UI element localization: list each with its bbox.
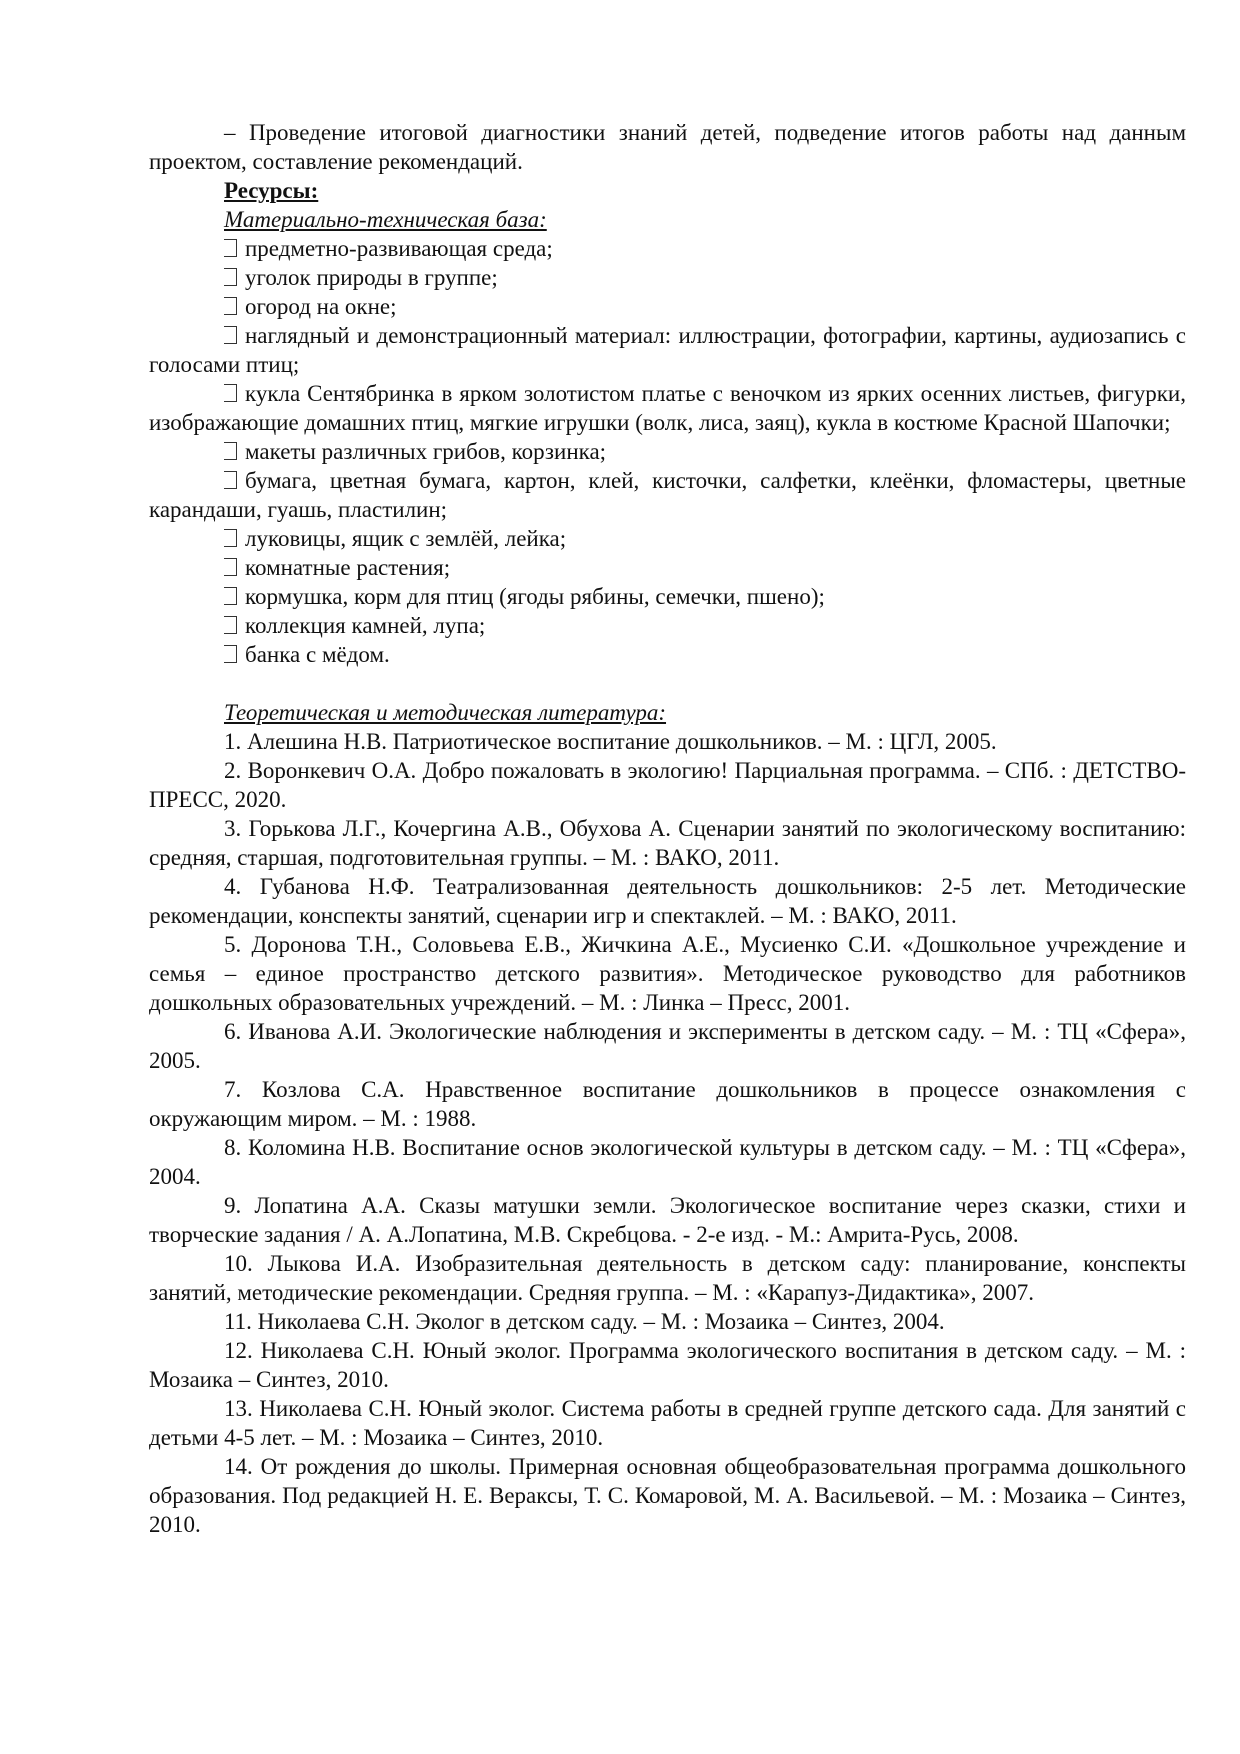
literature-entry: 1. Алешина Н.В. Патриотическое воспитание дошкольников. – М. : ЦГЛ, 2005. [224, 729, 997, 754]
intro-paragraph: – Проведение итоговой диагностики знаний детей, подведение итогов работы над данным проектом, составление рекомендаций. [149, 120, 1186, 174]
literature-entry: 4. Губанова Н.Ф. Театрализованная деятельность дошкольников: 2-5 лет. Методические рекомендации, конспекты занятий, сценарии игр и спектаклей. – М. : ВАКО, 2011. [149, 874, 1186, 928]
literature-entry: 14. От рождения до школы. Примерная основная общеобразовательная программа дошкольного образования. Под редакцией Н. Е. Вераксы, Т. С. Комаровой, М. А. Васильевой. – М. : Мозаика – Синтез, 2010. [149, 1454, 1186, 1537]
document-page [149, 118, 1186, 1539]
list-item-text: банка с мёдом. [245, 642, 390, 667]
bullet-icon [224, 326, 237, 344]
literature-entry: 8. Коломина Н.В. Воспитание основ экологической культуры в детском саду. – М. : ТЦ «Сфера», 2004. [149, 1135, 1186, 1189]
literature-entry: 6. Иванова А.И. Экологические наблюдения и эксперименты в детском саду. – М. : ТЦ «Сфера», 2005. [149, 1019, 1186, 1073]
literature-list [149, 727, 1186, 1539]
bullet-icon [224, 297, 237, 315]
literature-entry: 12. Николаева С.Н. Юный эколог. Программа экологического воспитания в детском саду. – М. : Мозаика – Синтез, 2010. [149, 1338, 1186, 1392]
bullet-icon [224, 529, 237, 547]
section-spacer [149, 669, 1186, 698]
list-item [149, 466, 1186, 524]
list-item-text: огород на окне; [245, 294, 397, 319]
list-item [149, 553, 1186, 582]
list-item-text: уголок природы в группе; [245, 265, 498, 290]
bullet-icon [224, 558, 237, 576]
literature-entry: 9. Лопатина А.А. Сказы матушки земли. Экологическое воспитание через сказки, стихи и творческие задания / А. А.Лопатина, М.В. Скребцова. - 2-е изд. - М.: Амрита-Русь, 2008. [149, 1193, 1186, 1247]
resources-heading: Ресурсы: [224, 178, 319, 203]
list-item [149, 263, 1186, 292]
list-item [149, 582, 1186, 611]
list-item [149, 611, 1186, 640]
list-item-text: макеты различных грибов, корзинка; [245, 439, 607, 464]
list-item-text: бумага, цветная бумага, картон, клей, кисточки, салфетки, клеёнки, фломастеры, цветные карандаши, гуашь, пластилин; [149, 468, 1186, 522]
list-item [149, 321, 1186, 379]
bullet-icon [224, 268, 237, 286]
list-item-text: кормушка, корм для птиц (ягоды рябины, семечки, пшено); [245, 584, 825, 609]
bullet-icon [224, 645, 237, 663]
list-item-text: комнатные растения; [245, 555, 451, 580]
list-item-text: коллекция камней, лупа; [245, 613, 486, 638]
literature-entry: 11. Николаева С.Н. Эколог в детском саду. – М. : Мозаика – Синтез, 2004. [224, 1309, 945, 1334]
list-item [149, 234, 1186, 263]
bullet-icon [224, 616, 237, 634]
literature-entry: 2. Воронкевич О.А. Добро пожаловать в экологию! Парциальная программа. – СПб. : ДЕТСТВО-ПРЕСС, 2020. [149, 758, 1186, 812]
literature-entry: 5. Доронова Т.Н., Соловьева Е.В., Жичкина А.Е., Мусиенко С.И. «Дошкольное учреждение и семья – единое пространство детского развития». Методическое руководство для работников дошкольных образовательных учреждений. – М. : Линка – Пресс, 2001. [149, 932, 1186, 1015]
bullet-icon [224, 587, 237, 605]
list-item-text: предметно-развивающая среда; [245, 236, 553, 261]
bullet-icon [224, 442, 237, 460]
literature-entry: 13. Николаева С.Н. Юный эколог. Система работы в средней группе детского сада. Для занятий с детьми 4-5 лет. – М. : Мозаика – Синтез, 2010. [149, 1396, 1186, 1450]
literature-heading: Теоретическая и методическая литература: [224, 700, 667, 725]
list-item [149, 524, 1186, 553]
material-heading: Материально-техническая база: [224, 207, 547, 232]
literature-entry: 10. Лыкова И.А. Изобразительная деятельность в детском саду: планирование, конспекты занятий, методические рекомендации. Средняя группа. – М. : «Карапуз-Дидактика», 2007. [149, 1251, 1186, 1305]
bullet-icon [224, 239, 237, 257]
material-list [149, 234, 1186, 669]
literature-entry: 7. Козлова С.А. Нравственное воспитание дошкольников в процессе ознакомления с окружающим миром. – М. : 1988. [149, 1077, 1186, 1131]
list-item [149, 437, 1186, 466]
bullet-icon [224, 471, 237, 489]
list-item-text: кукла Сентябринка в ярком золотистом платье с веночком из ярких осенних листьев, фигурки, изображающие домашних птиц, мягкие игрушки (волк, лиса, заяц), кукла в костюме Красной Шапочки; [149, 381, 1186, 435]
list-item [149, 292, 1186, 321]
literature-entry: 3. Горькова Л.Г., Кочергина А.В., Обухова А. Сценарии занятий по экологическому воспитанию: средняя, старшая, подготовительная группы. – М. : ВАКО, 2011. [149, 816, 1186, 870]
list-item-text: луковицы, ящик с землёй, лейка; [245, 526, 567, 551]
list-item [149, 640, 1186, 669]
list-item-text: наглядный и демонстрационный материал: иллюстрации, фотографии, картины, аудиозапись с голосами птиц; [149, 323, 1186, 377]
list-item [149, 379, 1186, 437]
bullet-icon [224, 384, 237, 402]
